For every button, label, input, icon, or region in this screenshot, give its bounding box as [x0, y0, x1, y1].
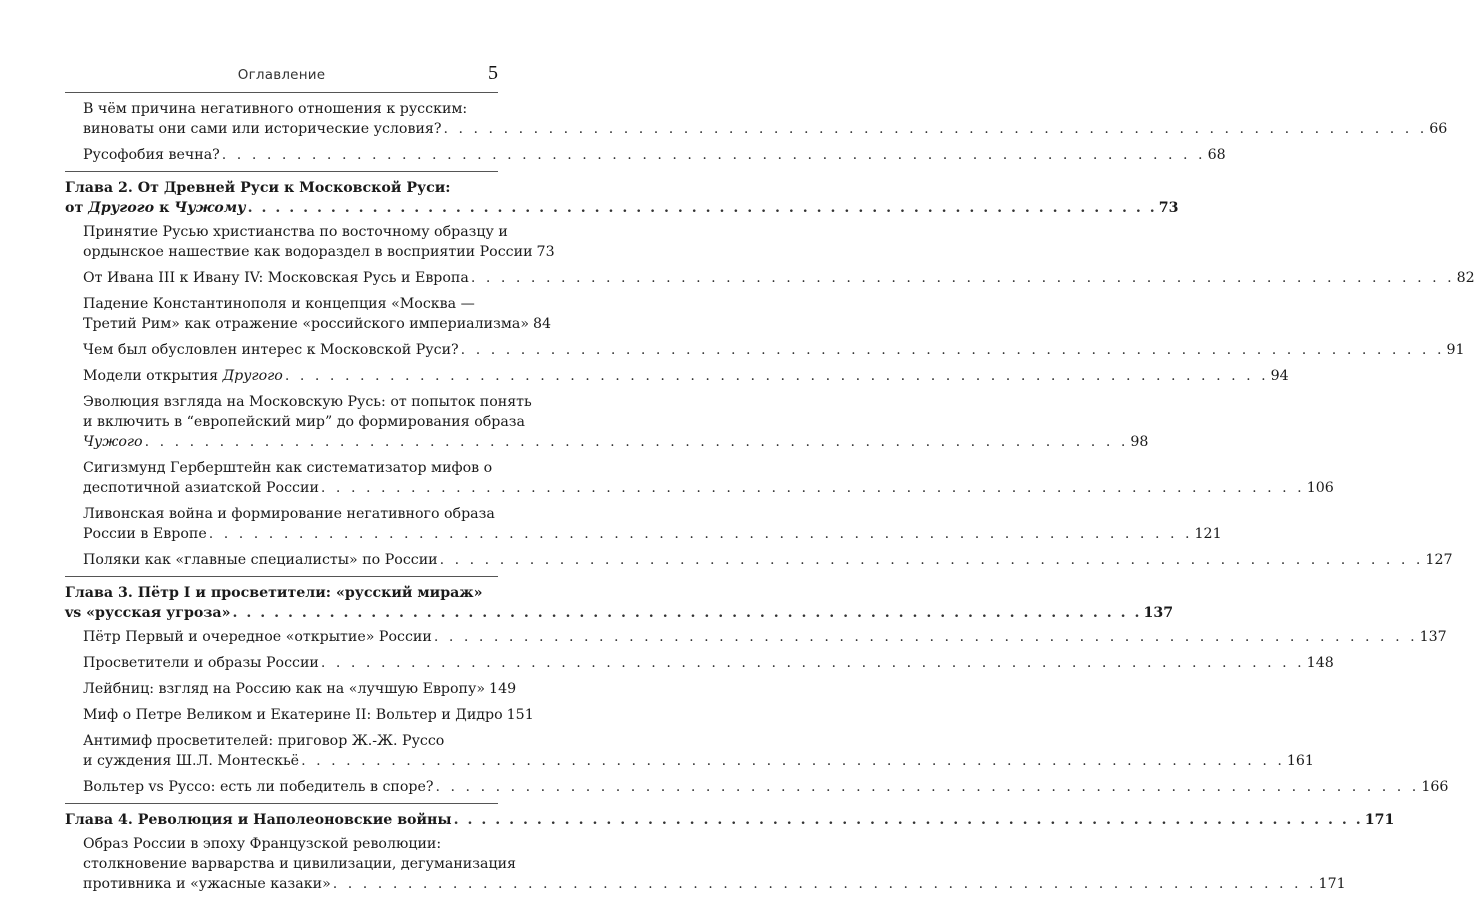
toc-last-line	[65, 198, 1179, 218]
toc-entry[interactable]	[83, 777, 1449, 797]
toc-title-part: Другого	[222, 368, 283, 384]
toc-title: Лейбниц: взгляд на Россию как на «лучшую Европу»	[83, 681, 486, 697]
toc-title-part: к	[154, 200, 175, 216]
toc-last-line	[83, 751, 1314, 771]
toc-title: Пётр Первый и очередное «открытие» России	[83, 629, 432, 645]
toc-title-part: Модели открытия	[83, 368, 223, 384]
toc-page-number: 171	[1364, 812, 1395, 828]
dot-leader	[248, 198, 1157, 218]
toc-title: виноваты они сами или исторические условия?	[83, 121, 442, 137]
toc-title-part: Другого	[88, 200, 155, 216]
toc-title: Поляки как «главные специалисты» по России	[83, 552, 438, 568]
dot-leader	[454, 810, 1363, 830]
toc-last-line	[83, 874, 1346, 894]
toc-line: Сигизмунд Герберштейн как систематизатор мифов о	[83, 460, 493, 476]
toc-page-number: 94	[1270, 368, 1289, 384]
toc-line: Образ России в эпоху Французской революции:	[83, 836, 442, 852]
toc-entry[interactable]	[83, 268, 1475, 288]
toc-page-number: 68	[1207, 147, 1226, 163]
dot-leader	[434, 627, 1418, 647]
toc-page-number: 91	[1446, 342, 1465, 358]
toc-line: Падение Константинополя и концепция «Москва —	[83, 296, 475, 312]
toc-title	[65, 198, 246, 218]
toc-line: Антимиф просветителей: приговор Ж.-Ж. Руссо	[83, 733, 445, 749]
toc-entry[interactable]	[83, 731, 1314, 771]
toc-chapter[interactable]	[65, 803, 1395, 830]
toc-page-number: 84	[533, 316, 552, 332]
toc-entry[interactable]	[83, 550, 1453, 570]
toc-chapter[interactable]	[65, 171, 1179, 218]
toc-title: Вольтер vs Руссо: есть ли победитель в споре?	[83, 779, 434, 795]
toc-page-number: 121	[1194, 526, 1222, 542]
header-rule	[65, 92, 498, 93]
toc-entry[interactable]	[83, 705, 534, 725]
toc-line: В чём причина негативного отношения к русским:	[83, 101, 468, 117]
toc-page-number: 82	[1456, 270, 1475, 286]
toc-page-number: 106	[1306, 480, 1334, 496]
toc-page-number: 66	[1429, 121, 1448, 137]
toc-last-line	[83, 314, 552, 334]
toc-last-line	[83, 653, 1334, 673]
toc-title-part: от	[65, 200, 89, 216]
toc-page-number: 148	[1306, 655, 1334, 671]
toc-page-number: 127	[1425, 552, 1453, 568]
page-number: 5	[488, 62, 498, 84]
toc-entry[interactable]	[83, 504, 1222, 544]
toc-title: Миф о Петре Великом и Екатерине II: Вольтер и Дидро	[83, 707, 503, 723]
dot-leader	[285, 366, 1269, 386]
toc-last-line	[83, 550, 1453, 570]
toc-title: противника и «ужасные казаки»	[83, 876, 331, 892]
toc-last-line	[83, 268, 1475, 288]
toc-entry[interactable]	[83, 294, 552, 334]
dot-leader	[471, 268, 1455, 288]
toc-last-line	[83, 340, 1465, 360]
dot-leader	[436, 777, 1420, 797]
dot-leader	[321, 478, 1305, 498]
dot-leader	[461, 340, 1445, 360]
toc-entry[interactable]	[83, 627, 1447, 647]
toc-entry[interactable]	[83, 679, 517, 699]
toc-entry[interactable]	[83, 653, 1334, 673]
toc-page-number: 151	[506, 707, 534, 723]
toc-page-number: 171	[1318, 876, 1346, 892]
toc-last-line	[83, 366, 1289, 386]
toc-entry[interactable]	[83, 366, 1289, 386]
toc-line: и включить в “европейский мир” до формирования образа	[83, 414, 526, 430]
toc-title: Просветители и образы России	[83, 655, 319, 671]
dot-leader	[209, 524, 1193, 544]
toc-last-line	[83, 432, 1149, 452]
toc-line: Эволюция взгляда на Московскую Русь: от попыток понять	[83, 394, 532, 410]
toc-page-number: 73	[1158, 200, 1179, 216]
toc-last-line	[83, 524, 1222, 544]
toc-line: Глава 3. Пётр I и просветители: «русский мираж»	[65, 585, 483, 601]
toc-title: Чем был обусловлен интерес к Московской Руси?	[83, 342, 459, 358]
toc-title-part: Чужого	[83, 434, 143, 450]
dot-leader	[145, 432, 1129, 452]
dot-leader	[443, 119, 1427, 139]
toc-title: ордынское нашествие как водораздел в восприятии России	[83, 244, 533, 260]
toc-entry[interactable]	[83, 392, 1149, 452]
dot-leader	[440, 550, 1424, 570]
toc-line: Принятие Русью христианства по восточному образцу и	[83, 224, 508, 240]
dot-leader	[232, 603, 1141, 623]
toc-title: vs «русская угроза»	[65, 605, 231, 621]
toc-title	[83, 366, 283, 386]
toc-entry[interactable]	[83, 145, 1226, 165]
running-header	[65, 64, 498, 88]
toc-page-number: 149	[489, 681, 517, 697]
toc-title-part: Чужому	[174, 200, 246, 216]
toc-title: Русофобия вечна?	[83, 147, 220, 163]
toc-line: Глава 2. От Древней Руси к Московской Руси:	[65, 180, 451, 196]
toc-last-line	[65, 603, 1174, 623]
dot-leader	[301, 751, 1285, 771]
toc-page-number: 98	[1130, 434, 1149, 450]
toc-line: Ливонская война и формирование негативного образа	[83, 506, 495, 522]
toc-title: деспотичной азиатской России	[83, 480, 319, 496]
toc-last-line	[83, 679, 517, 699]
toc-title: Третий Рим» как отражение «российского империализма»	[83, 316, 530, 332]
toc-last-line	[83, 705, 534, 725]
toc-last-line	[83, 242, 555, 262]
toc-last-line	[83, 478, 1334, 498]
dot-leader	[222, 145, 1206, 165]
dot-leader	[321, 653, 1305, 673]
dot-leader	[333, 874, 1317, 894]
toc-entry[interactable]	[83, 340, 1465, 360]
toc-entry[interactable]	[83, 458, 1334, 498]
toc-page-number: 166	[1421, 779, 1449, 795]
toc-page-number: 137	[1419, 629, 1447, 645]
toc-chapter[interactable]	[65, 576, 1174, 623]
header-title: Оглавление	[237, 67, 326, 83]
toc-title: России в Европе	[83, 526, 207, 542]
toc-entry[interactable]	[83, 99, 1448, 139]
toc-entry[interactable]	[83, 834, 1346, 894]
toc-page-number: 73	[536, 244, 555, 260]
toc-last-line	[83, 145, 1226, 165]
toc-last-line	[65, 810, 1395, 830]
toc-line: столкновение варварства и цивилизации, дегуманизация	[83, 856, 516, 872]
table-of-contents	[65, 99, 1475, 900]
toc-entry[interactable]	[83, 222, 555, 262]
toc-last-line	[83, 627, 1447, 647]
toc-page-number: 161	[1286, 753, 1314, 769]
toc-page-number: 137	[1143, 605, 1174, 621]
toc-title: Глава 4. Революция и Наполеоновские войны	[65, 812, 452, 828]
toc-last-line	[83, 777, 1449, 797]
toc-title	[83, 432, 143, 452]
toc-title: От Ивана III к Ивану IV: Московская Русь и Европа	[83, 270, 469, 286]
toc-last-line	[83, 119, 1448, 139]
toc-title: и суждения Ш.Л. Монтескьё	[83, 753, 300, 769]
